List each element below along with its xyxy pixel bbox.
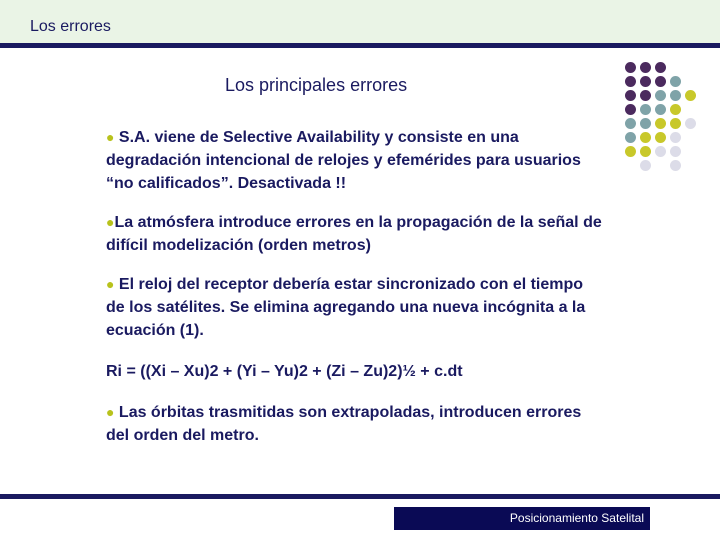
bullet-icon: ● [106,276,115,292]
decorative-dot [655,118,666,129]
decorative-dot [655,132,666,143]
bullet-icon: ● [106,214,115,230]
decorative-dot [625,104,636,115]
paragraph-text: El reloj del receptor debería estar sincronizado con el tiempo de los satélites. Se elimina agregando una nueva incógnita a la ecuación (1). [106,276,586,339]
paragraph-text: S.A. viene de Selective Availability y consiste en una degradación intencional de relojes y efemérides para usuarios “no calificados”. Desactivada !! [106,129,581,192]
paragraph-orbitas [106,401,606,447]
decorative-dot [670,76,681,87]
decorative-dot [685,118,696,129]
paragraph-atmosfera [106,211,606,257]
header-title: Los errores [30,18,111,35]
decorative-dot [625,118,636,129]
footer-label: Posicionamiento Satelital [394,507,650,530]
bullet-icon: ● [106,129,115,145]
slide-title: Los principales errores [225,75,408,95]
paragraph-text: La atmósfera introduce errores en la propagación de la señal de difícil modelización (orden metros) [106,214,602,254]
decorative-dot [655,90,666,101]
decorative-dot [640,160,651,171]
decorative-dot [640,90,651,101]
paragraph-text: Las órbitas trasmitidas son extrapoladas, introducen errores del orden del metro. [106,404,582,444]
decorative-dot [670,160,681,171]
decorative-dot [685,90,696,101]
decorative-dot [625,132,636,143]
decorative-dot [655,146,666,157]
decorative-dot [670,146,681,157]
decorative-dot [655,62,666,73]
decorative-dot [670,132,681,143]
bullet-icon: ● [106,404,115,420]
paragraph-reloj [106,273,606,342]
header-rule [0,43,720,48]
decorative-dot [640,76,651,87]
decorative-dot [640,132,651,143]
decorative-dot [625,62,636,73]
decorative-dot [670,118,681,129]
decorative-dot [625,76,636,87]
decorative-dot [655,104,666,115]
decorative-dot [640,146,651,157]
paragraph-selective-availability [106,126,606,195]
formula-text: Ri = ((Xi – Xu)2 + (Yi – Yu)2 + (Zi – Zu)2)½ + c.dt [106,363,463,380]
decorative-dot [640,62,651,73]
decorative-dot [625,146,636,157]
decorative-dot [640,104,651,115]
decorative-dot [670,104,681,115]
slide-body [106,126,606,447]
decorative-dot-grid [622,62,712,182]
decorative-dot [655,76,666,87]
footer-rule [0,494,720,499]
decorative-dot [670,90,681,101]
paragraph-formula [106,360,606,383]
decorative-dot [625,90,636,101]
decorative-dot [640,118,651,129]
